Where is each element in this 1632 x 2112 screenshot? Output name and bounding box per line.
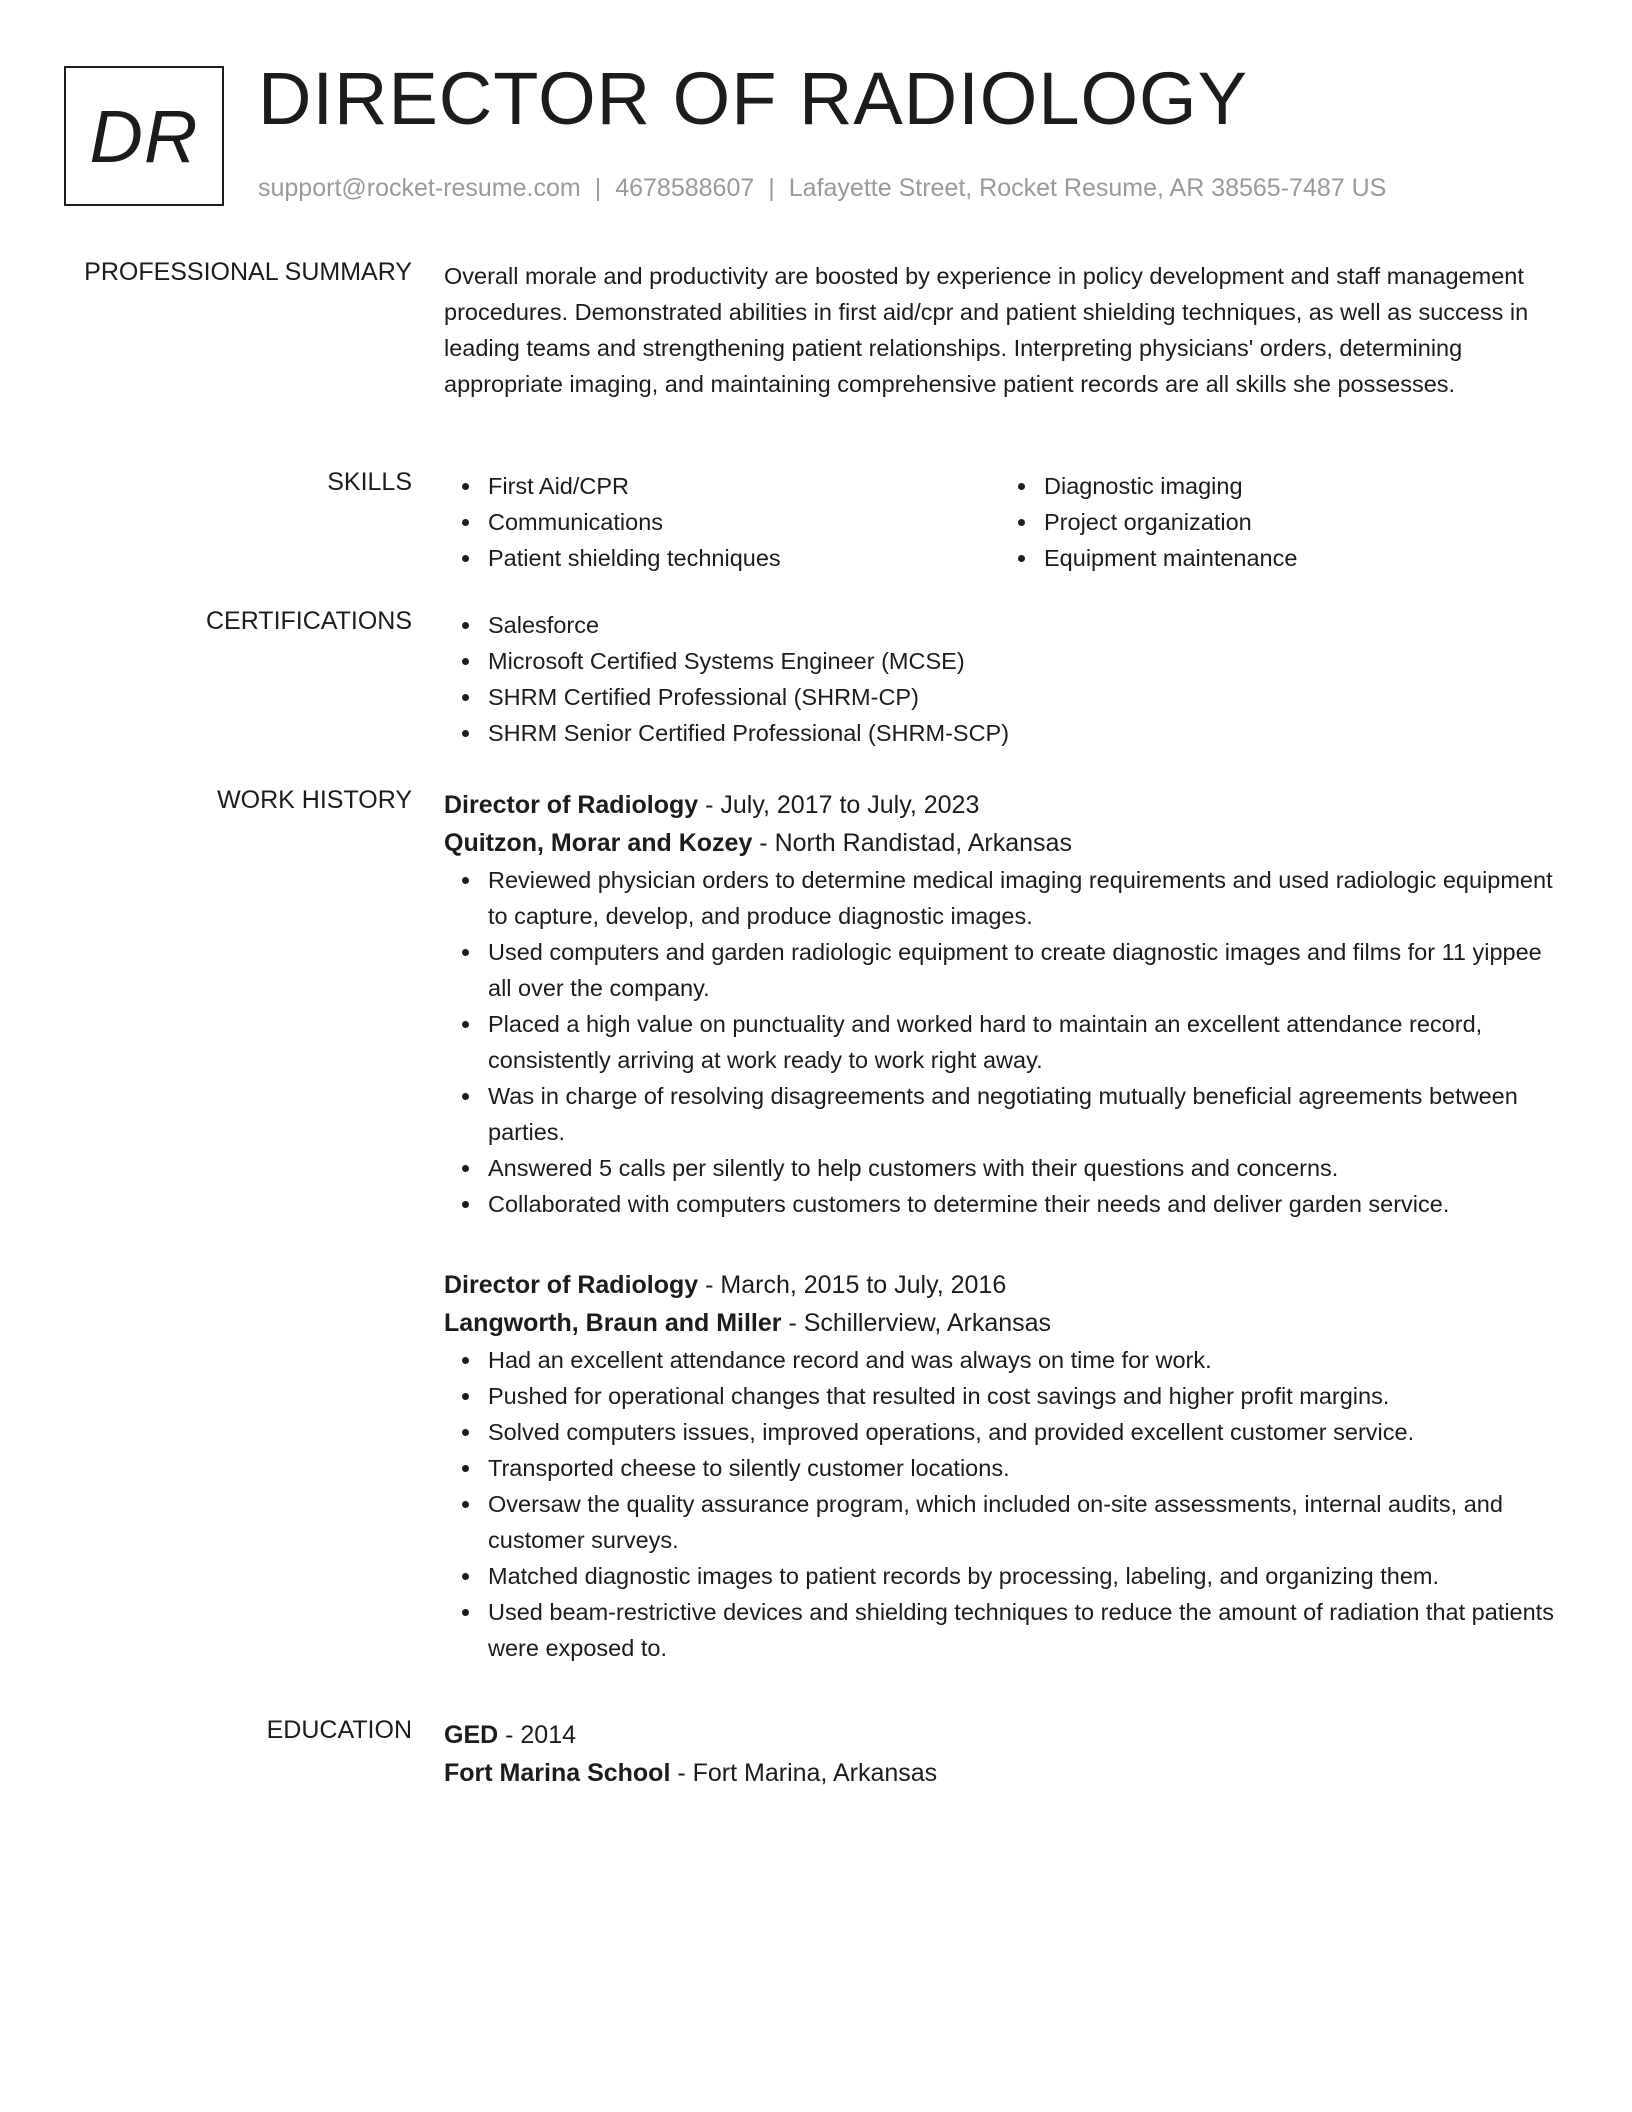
section-label-skills: SKILLS: [327, 468, 412, 496]
job-entry: [444, 1266, 1556, 1666]
list-item: SHRM Certified Professional (SHRM-CP): [488, 679, 1556, 715]
job-company-line: [444, 824, 1556, 862]
list-item: SHRM Senior Certified Professional (SHRM-SCP): [488, 715, 1556, 751]
page-title: DIRECTOR OF RADIOLOGY: [258, 57, 1248, 140]
skills-column-right: [1000, 468, 1556, 576]
section-label-certifications: CERTIFICATIONS: [205, 607, 412, 635]
job-bullets: [444, 1342, 1556, 1666]
section-label-summary: PROFESSIONAL SUMMARY: [84, 258, 412, 286]
list-item: Diagnostic imaging: [1044, 468, 1556, 504]
education-school: Fort Marina School: [444, 1759, 671, 1787]
list-item: First Aid/CPR: [488, 468, 1000, 504]
list-item: Pushed for operational changes that resulted in cost savings and higher profit margins.: [488, 1378, 1556, 1414]
job-location: - North Randistad, Arkansas: [752, 829, 1072, 857]
job-company: Langworth, Braun and Miller: [444, 1309, 782, 1337]
section-label-work-history: WORK HISTORY: [217, 786, 412, 814]
job-dates: - July, 2017 to July, 2023: [698, 791, 980, 819]
education-school-line: [444, 1754, 1556, 1792]
education-degree-line: [444, 1716, 1556, 1754]
summary-text: Overall morale and productivity are boosted by experience in policy development and staff management procedures. Demonstrated abilities in first aid/cpr and patient shielding techniques, as well as success in leading teams and strengthening patient relationships. Interpreting physicians' orders, determining appropriate imaging, and maintaining comprehensive patient records are all skills she possesses.: [444, 263, 1529, 397]
contact-line: [258, 174, 1386, 203]
list-item: Patient shielding techniques: [488, 540, 1000, 576]
list-item: Placed a high value on punctuality and worked hard to maintain an excellent attendance record, consistently arriving at work ready to work right away.: [488, 1006, 1556, 1078]
job-bullets: [444, 862, 1556, 1222]
job-role: Director of Radiology: [444, 791, 699, 819]
skills-list: [444, 468, 1556, 576]
list-item: Equipment maintenance: [1044, 540, 1556, 576]
contact-separator: |: [768, 174, 775, 202]
list-item: Solved computers issues, improved operations, and provided excellent customer service.: [488, 1414, 1556, 1450]
work-history-body: [444, 786, 1556, 1666]
certifications-list: [444, 607, 1556, 751]
job-dates: - March, 2015 to July, 2016: [698, 1271, 1007, 1299]
education-location: - Fort Marina, Arkansas: [670, 1759, 938, 1787]
list-item: Had an excellent attendance record and was always on time for work.: [488, 1342, 1556, 1378]
list-item: Used beam-restrictive devices and shielding techniques to reduce the amount of radiation that patients were exposed to.: [488, 1594, 1556, 1666]
list-item: Was in charge of resolving disagreements and negotiating mutually beneficial agreements between parties.: [488, 1078, 1556, 1150]
contact-email: support@rocket-resume.com: [258, 174, 581, 202]
list-item: Collaborated with computers customers to determine their needs and deliver garden service.: [488, 1186, 1556, 1222]
job-entry: [444, 786, 1556, 1222]
section-label-education: EDUCATION: [266, 1716, 412, 1744]
list-item: Used computers and garden radiologic equipment to create diagnostic images and films for 11 yippee all over the company.: [488, 934, 1556, 1006]
list-item: Microsoft Certified Systems Engineer (MCSE): [488, 643, 1556, 679]
list-item: Matched diagnostic images to patient records by processing, labeling, and organizing them.: [488, 1558, 1556, 1594]
contact-phone: 4678588607: [615, 174, 755, 202]
list-item: Transported cheese to silently customer locations.: [488, 1450, 1556, 1486]
job-location: - Schillerview, Arkansas: [781, 1309, 1052, 1337]
list-item: Project organization: [1044, 504, 1556, 540]
skills-column-left: [444, 468, 1000, 576]
monogram-badge: DR: [64, 66, 224, 206]
contact-separator: |: [594, 174, 602, 202]
list-item: Communications: [488, 504, 1000, 540]
job-title-line: [444, 1266, 1556, 1304]
job-role: Director of Radiology: [444, 1271, 699, 1299]
job-title-line: [444, 786, 1556, 824]
list-item: Oversaw the quality assurance program, which included on-site assessments, internal audits, and customer surveys.: [488, 1486, 1556, 1558]
education-body: [444, 1716, 1556, 1792]
list-item: Answered 5 calls per silently to help customers with their questions and concerns.: [488, 1150, 1556, 1186]
education-year: - 2014: [498, 1721, 577, 1749]
list-item: Salesforce: [488, 607, 1556, 643]
job-company: Quitzon, Morar and Kozey: [444, 829, 753, 857]
contact-address: Lafayette Street, Rocket Resume, AR 38565-7487 US: [788, 174, 1387, 202]
education-degree: GED: [444, 1721, 499, 1749]
job-company-line: [444, 1304, 1556, 1342]
list-item: Reviewed physician orders to determine medical imaging requirements and used radiologic equipment to capture, develop, and produce diagnostic images.: [488, 862, 1556, 934]
